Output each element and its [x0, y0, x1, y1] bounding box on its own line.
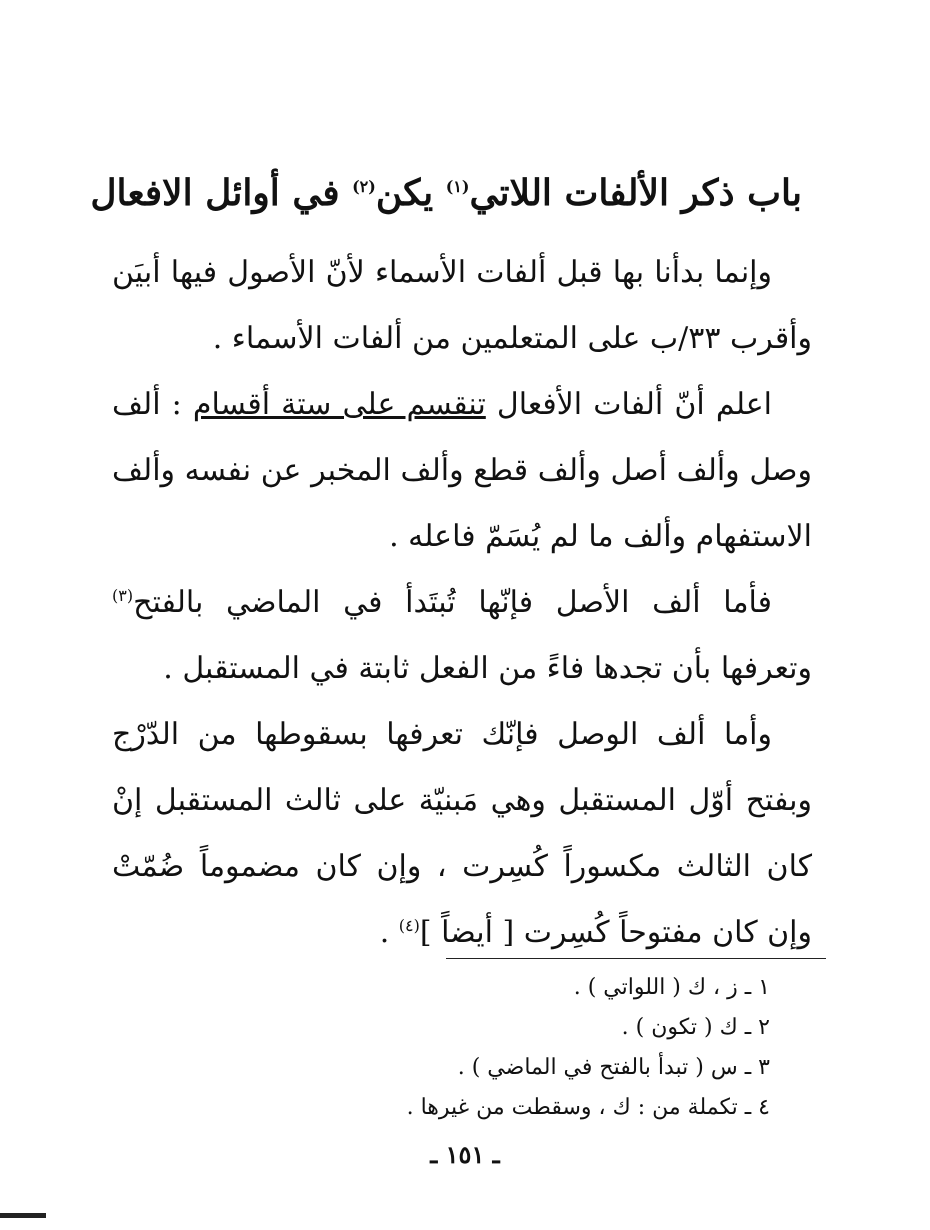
footnotes	[406, 968, 770, 1128]
title-text: باب ذكر الألفات اللاتي	[469, 172, 802, 214]
paragraph-4-main: وأما ألف الوصل فإنّك تعرفها بسقوطها من الدّرْج وبفتح أوّل المستقبل وهي مَبنيّة على ثالث المستقبل إنْ كان الثالث مكسوراً كُسِرت ، وإن كان مضموماً ضُمّتْ وإن كان مفتوحاً كُسِرت [ أيضاً ]	[112, 717, 812, 950]
page-number: ـ ١٥١ ـ	[430, 1140, 500, 1169]
footnote-ref-4: (٤)	[398, 916, 420, 935]
paragraph-2-end: : ألف وصل وألف أصل وألف قطع وألف المخبر عن نفسه وألف الاستفهام وألف ما لم يُسَمّ فاعله .	[112, 387, 812, 554]
paragraph-4	[112, 702, 812, 966]
footnote-1: ١ ـ ز ، ك ( اللواتي ) .	[573, 975, 770, 1000]
paragraph-3-end: وتعرفها بأن تجدها فاءً من الفعل ثابتة في المستقبل .	[163, 651, 812, 686]
underlined-phrase: تنقسم على ستة أقسام	[192, 387, 486, 422]
footnote-divider	[446, 958, 826, 959]
chapter-title	[90, 168, 802, 218]
title-text-end: في أوائل الافعال	[90, 172, 353, 214]
paragraph-2	[112, 372, 812, 570]
paragraph-3	[112, 570, 812, 702]
footnote-ref-1: (١)	[445, 177, 470, 196]
paragraph-1: وإنما بدأنا بها قبل ألفات الأسماء لأنّ الأصول فيها أبيَن وأقرب ٣٣/ب على المتعلمين من ألفات الأسماء .	[112, 255, 812, 356]
paragraph-2-start: اعلم أنّ ألفات الأفعال	[485, 387, 772, 422]
paragraph-3-start: فأما ألف الأصل فإنّها تُبتَدأ في الماضي بالفتح	[133, 585, 772, 620]
footnote-ref-2: (٢)	[352, 177, 376, 196]
footnote-2: ٢ ـ ك ( تكون ) .	[621, 1015, 770, 1040]
title-text-mid: يكن	[375, 172, 446, 214]
paragraph-4-end: .	[379, 915, 399, 950]
scan-edge-mark	[0, 1213, 46, 1218]
footnote-4: ٤ ـ تكملة من : ك ، وسقطت من غيرها .	[406, 1095, 770, 1120]
footnote-ref-3: (٣)	[112, 586, 134, 605]
footnote-3: ٣ ـ س ( تبدأ بالفتح في الماضي ) .	[457, 1055, 770, 1080]
main-text	[112, 240, 812, 966]
